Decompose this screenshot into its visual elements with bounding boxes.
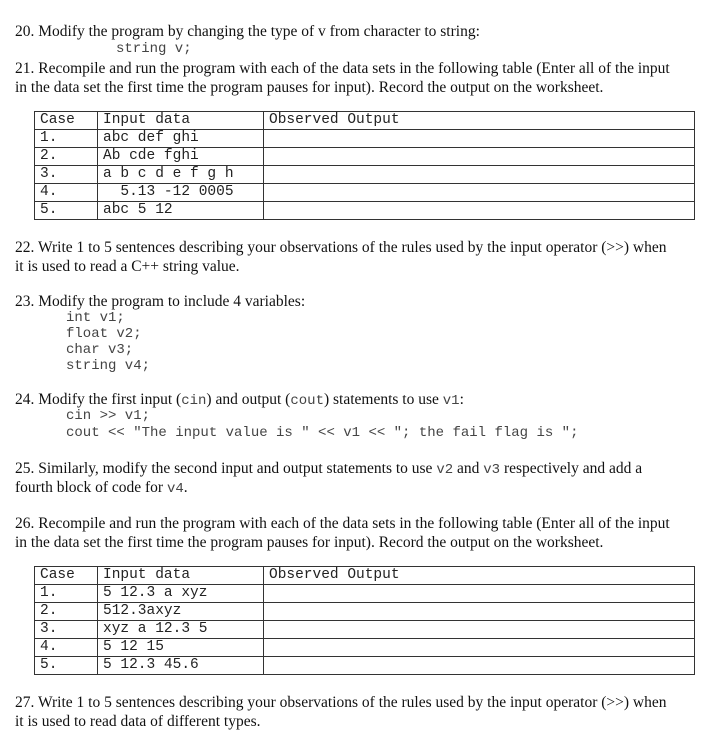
- table-row: [35, 130, 695, 148]
- input-cell: abc def ghi: [98, 130, 264, 148]
- case-cell: 4.: [35, 639, 98, 657]
- case-cell: 5.: [35, 657, 98, 675]
- case-cell: 2.: [35, 148, 98, 166]
- step-25-v3: v3: [483, 462, 501, 478]
- step-27-line-1: 27. Write 1 to 5 sentences describing your observations of the rules used by the input operator (>>) when: [15, 694, 667, 711]
- table-row: [35, 202, 695, 220]
- header-case: Case: [35, 112, 98, 130]
- table-row: [35, 148, 695, 166]
- header-case: Case: [35, 567, 98, 585]
- step-25-line-1: [15, 459, 682, 480]
- step-27-line-2: it is used to read data of different types.: [15, 713, 261, 730]
- step-23-instruction: 23. Modify the program to include 4 variables:: [15, 293, 306, 310]
- step-20-instruction: 20. Modify the program by changing the type of v from character to string:: [15, 23, 480, 40]
- step-23-code-line: char v3;: [66, 342, 134, 358]
- step-24-text: ) and output (: [206, 391, 291, 408]
- data-table-2: [34, 566, 695, 675]
- input-cell: 5 12.3 45.6: [98, 657, 264, 675]
- step-24-code-line: cout << "The input value is " << v1 << "; the fail flag is ";: [66, 425, 579, 441]
- input-cell: 512.3axyz: [98, 603, 264, 621]
- case-cell: 3.: [35, 621, 98, 639]
- output-cell[interactable]: [264, 148, 695, 166]
- header-observed-output: Observed Output: [264, 112, 695, 130]
- step-23-code-line: float v2;: [66, 326, 142, 342]
- step-24-code-line: cin >> v1;: [66, 408, 151, 424]
- step-24-text: :: [459, 391, 464, 408]
- output-cell[interactable]: [264, 585, 695, 603]
- step-25-line-2: [15, 478, 682, 499]
- step-24-text: ) statements to use: [323, 391, 443, 408]
- table-row: [35, 639, 695, 657]
- output-cell[interactable]: [264, 130, 695, 148]
- step-25-text: .: [183, 479, 188, 496]
- table-row: [35, 621, 695, 639]
- step-23-code-line: string v4;: [66, 358, 151, 374]
- step-24-var: v1: [442, 393, 460, 409]
- case-cell: 2.: [35, 603, 98, 621]
- step-26-line-2: in the data set the first time the program pauses for input). Record the output on the worksheet.: [15, 534, 604, 551]
- table-header-row: [35, 567, 695, 585]
- table-row: [35, 603, 695, 621]
- case-cell: 1.: [35, 130, 98, 148]
- step-22-line-2: it is used to read a C++ string value.: [15, 258, 240, 275]
- input-cell: a b c d e f g h: [98, 166, 264, 184]
- output-cell[interactable]: [264, 603, 695, 621]
- case-cell: 3.: [35, 166, 98, 184]
- header-input-data: Input data: [98, 567, 264, 585]
- input-cell: 5 12 15: [98, 639, 264, 657]
- step-20-code: string v;: [116, 41, 192, 57]
- table-row: [35, 585, 695, 603]
- step-24-text: 24. Modify the first input (: [15, 391, 182, 408]
- step-22-line-1: 22. Write 1 to 5 sentences describing your observations of the rules used by the input operator (>>) when: [15, 239, 667, 256]
- step-24-cin: cin: [181, 393, 207, 409]
- step-25-text: fourth block of code for: [15, 479, 167, 496]
- header-input-data: Input data: [98, 112, 264, 130]
- table-row: [35, 166, 695, 184]
- step-25-text: respectively and add a: [500, 460, 643, 477]
- step-23-code-line: int v1;: [66, 310, 125, 326]
- step-25-v2: v2: [436, 462, 454, 478]
- output-cell[interactable]: [264, 657, 695, 675]
- step-25-v4: v4: [166, 481, 184, 497]
- input-cell: xyz a 12.3 5: [98, 621, 264, 639]
- table-row: [35, 184, 695, 202]
- table-header-row: [35, 112, 695, 130]
- output-cell[interactable]: [264, 166, 695, 184]
- step-26-line-1: 26. Recompile and run the program with each of the data sets in the following table (Enter all of the input: [15, 515, 670, 532]
- step-25-text: 25. Similarly, modify the second input and output statements to use: [15, 460, 437, 477]
- input-cell: abc 5 12: [98, 202, 264, 220]
- input-cell: Ab cde fghi: [98, 148, 264, 166]
- step-24-cout: cout: [290, 393, 324, 409]
- case-cell: 4.: [35, 184, 98, 202]
- output-cell[interactable]: [264, 639, 695, 657]
- input-cell: 5.13 -12 0005: [98, 184, 264, 202]
- case-cell: 5.: [35, 202, 98, 220]
- output-cell[interactable]: [264, 184, 695, 202]
- table-row: [35, 657, 695, 675]
- case-cell: 1.: [35, 585, 98, 603]
- step-25-text: and: [453, 460, 484, 477]
- data-table-1: [34, 111, 695, 220]
- step-21-line-1: 21. Recompile and run the program with each of the data sets in the following table (Enter all of the input: [15, 60, 670, 77]
- output-cell[interactable]: [264, 202, 695, 220]
- header-observed-output: Observed Output: [264, 567, 695, 585]
- step-21-line-2: in the data set the first time the program pauses for input). Record the output on the worksheet.: [15, 79, 604, 96]
- input-cell: 5 12.3 a xyz: [98, 585, 264, 603]
- output-cell[interactable]: [264, 621, 695, 639]
